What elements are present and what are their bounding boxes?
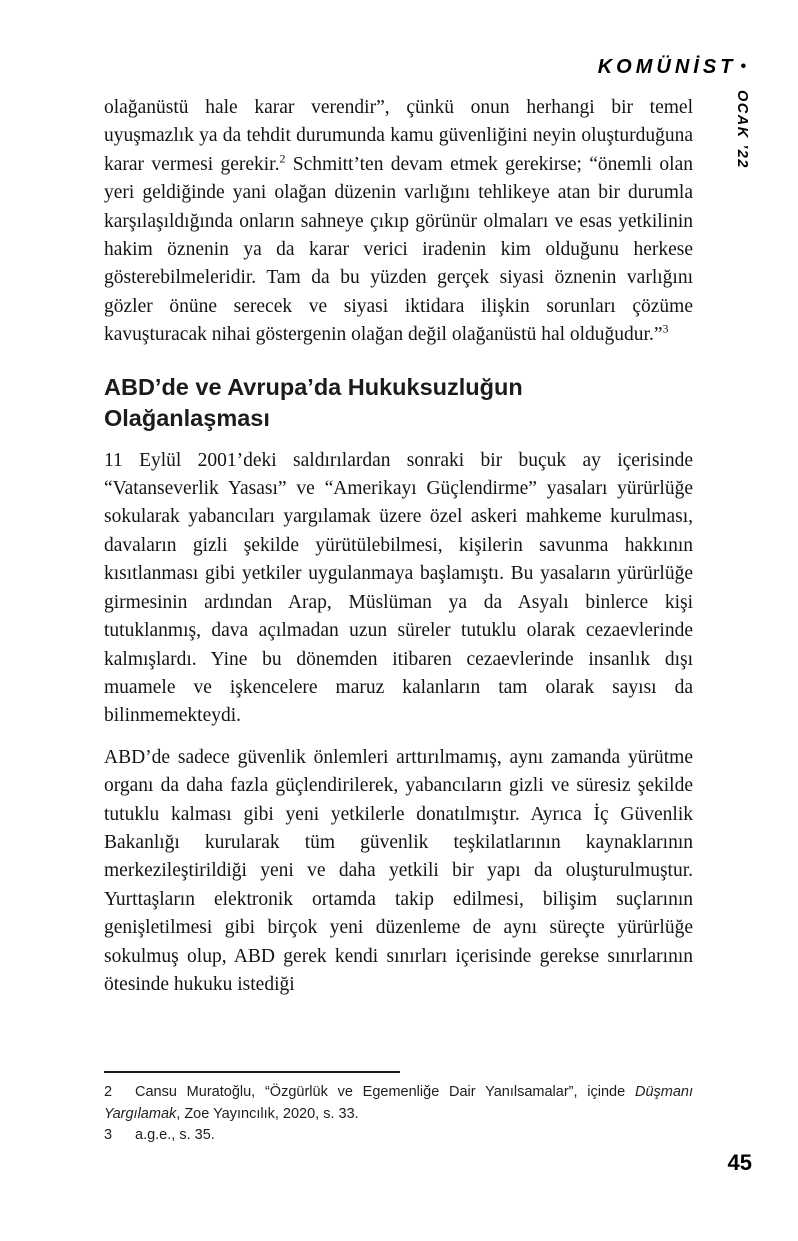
masthead <box>598 56 746 79</box>
footnote-2-text-a: Cansu Muratoğlu, “Özgürlük ve Egemenliğe Dair Yanılsamalar”, içinde <box>135 1084 635 1100</box>
footnote-2-number: 2 <box>104 1084 113 1100</box>
footnote-3 <box>104 1125 693 1147</box>
section-heading-line-2: Olağanlaşması <box>104 404 270 431</box>
footnote-3-text: a.g.e., s. 35. <box>135 1127 215 1143</box>
footnote-2-book-title: Düşmanı Yargılamak <box>104 1084 693 1122</box>
footnote-2-text <box>104 1084 693 1122</box>
footnote-divider <box>104 1071 400 1073</box>
page-number: 45 <box>727 1150 752 1175</box>
paragraph-1-text-b: Schmitt’ten devam etmek gerekirse; “önemli olan yeri geldiğinde yani olağan düzenin varlığını tehlikeye atan bir durumla karşılaşıldığında onların sahneye çıkıp görünür olmaları ve esas yetkilinin hakim öznenin ya da karar verici iradenin kim olduğunu herkese gösterebilmeleridir. Tam da bu yüzden gerçek siyasi öznenin varlığını gözler önüne serecek ve siyasi iktidara ilişkin sorunları çözüme kavuşturacak nihai göstergenin olağan değil olağanüstü hal olduğudur.” <box>104 153 693 346</box>
footnote-2 <box>104 1082 693 1125</box>
section-heading <box>104 372 693 434</box>
body-paragraph-1 <box>104 94 693 350</box>
body-paragraph-3: ABD’de sadece güvenlik önlemleri arttırılmamış, aynı zamanda yürütme organı da daha fazla güçlendirilerek, yabancıların gizli ve süresiz şekilde tutuklu kalması gibi yeni yetkilerle donatılmıştır. Ayrıca İç Güvenlik Bakanlığı kurularak tüm güvenlik teşkilatlarının kaynaklarının merkezileştirildiği yeni ve daha yetkili bir yapı da oluşturulmuştur. Yurttaşların elektronik ortamda takip edilmesi, bilişim suçlarının genişletilmesi gibi birçok yeni düzenleme de aynı süreçte yürürlüğe sokulmuş olup, ABD gerek kendi sınırları içerisinde gerekse sınırlarının ötesinde hukuku istediği <box>104 746 693 995</box>
footnote-3-number: 3 <box>104 1127 113 1143</box>
magazine-title: KOMÜNİST <box>597 56 737 78</box>
article-content <box>104 94 693 1012</box>
footnote-ref-2: 2 <box>279 151 286 166</box>
footnote-2-text-b: , Zoe Yayıncılık, 2020, s. 33. <box>176 1105 359 1122</box>
paragraph-1-text-a: olağanüstü hale karar verendir”, çünkü onun herhangi bir temel uyuşmazlık ya da tehdit durumunda kamu güvenliğini neyin oluşturduğuna karar vermesi gerekir. <box>104 97 693 175</box>
footnote-ref-3: 3 <box>662 321 669 336</box>
body-paragraph-2: 11 Eylül 2001’deki saldırılardan sonraki bir buçuk ay içerisinde “Vatanseverlik Yasası” ve “Amerikayı Güçlendirme” yasaları yürürlüğe sokularak yabancıları yargılamak üzere özel askeri mahkeme kurulması, davaların gizli şekilde yürütülebilmesi, kişilerin savunma hakkının kısıtlanması gibi yetkiler uygulanmaya başlamıştı. Bu yasaların yürürlüğe girmesinin ardından Arap, Müslüman ya da Asyalı binlerce kişi tutuklanmış, dava açılmadan uzun süreler tutuklu olarak cezaevlerinde kalmışlardı. Yine bu dönemden itibaren cezaevlerinde insanlık dışı muamele ve işkencelere maruz kalanların tam olarak sayısı da bilinmemekteydi. <box>104 449 693 727</box>
section-heading-line-1: ABD’de ve Avrupa’da Hukuksuzluğun <box>104 373 523 400</box>
issue-date: OCAK ’22 <box>734 90 750 169</box>
footnotes-section <box>104 1071 693 1147</box>
masthead-bullet-icon: • <box>740 58 746 75</box>
